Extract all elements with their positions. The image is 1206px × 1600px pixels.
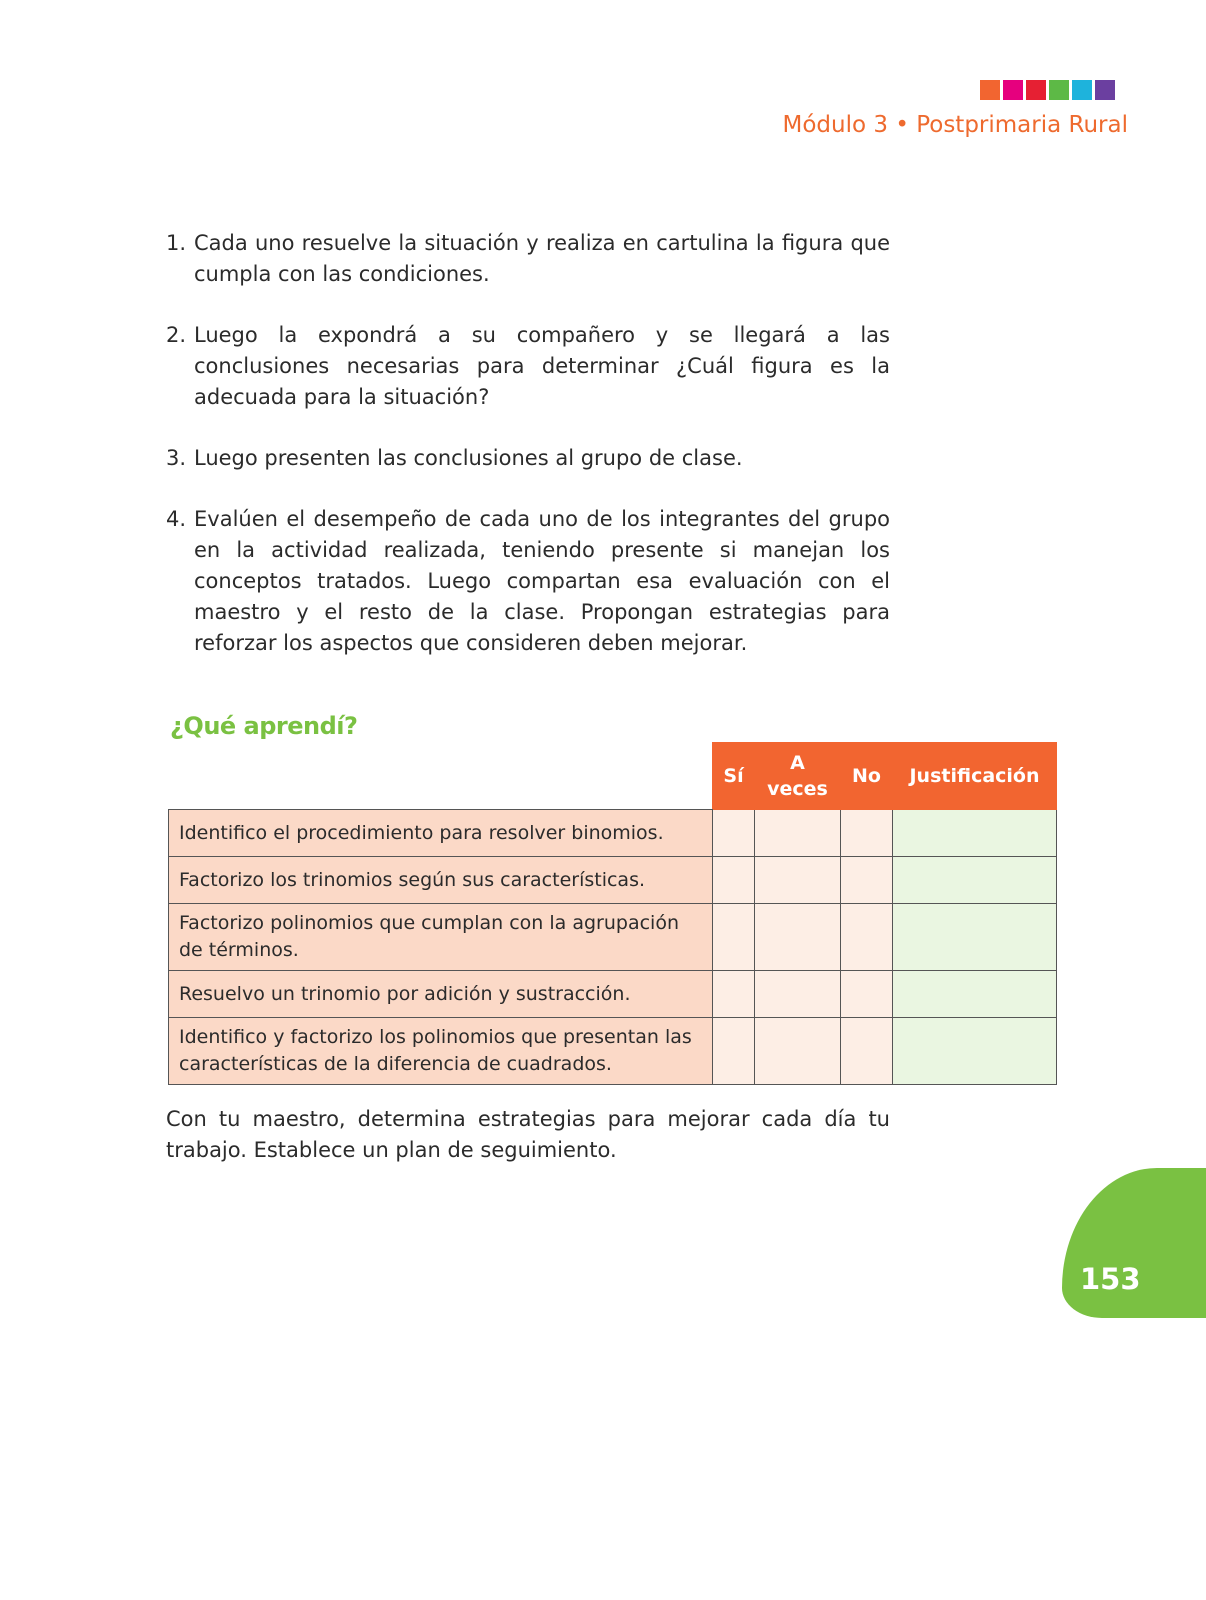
- si-cell[interactable]: [713, 971, 755, 1018]
- criterion-cell: Factorizo polinomios que cumplan con la agrupación de términos.: [169, 904, 713, 971]
- step-number: 3.: [166, 446, 187, 470]
- justificacion-cell[interactable]: [893, 810, 1057, 857]
- table-row: [169, 904, 1057, 971]
- color-square-purple: [1095, 80, 1115, 100]
- module-label: Módulo 3: [782, 112, 888, 138]
- closing-paragraph: Con tu maestro, determina estrategias para mejorar cada día tu trabajo. Establece un plan de seguimiento.: [166, 1107, 890, 1162]
- table-row: [169, 971, 1057, 1018]
- table-header-row: [169, 743, 1057, 810]
- step-item: [166, 228, 890, 290]
- header-a-veces: [755, 743, 841, 810]
- color-square-green: [1049, 80, 1069, 100]
- step-number: 1.: [166, 231, 187, 255]
- color-square-cyan: [1072, 80, 1092, 100]
- no-cell[interactable]: [841, 971, 893, 1018]
- criterion-cell: Factorizo los trinomios según sus características.: [169, 857, 713, 904]
- section-title: ¿Qué aprendí?: [170, 712, 358, 740]
- a-veces-cell[interactable]: [755, 1018, 841, 1085]
- table-row: [169, 857, 1057, 904]
- justificacion-cell[interactable]: [893, 1018, 1057, 1085]
- step-item: [166, 443, 890, 474]
- step-text: Luego la expondrá a su compañero y se llegará a las conclusiones necesarias para determinar ¿Cuál figura es la adecuada para la situación?: [194, 323, 890, 409]
- color-square-magenta: [1003, 80, 1023, 100]
- justificacion-cell[interactable]: [893, 971, 1057, 1018]
- no-cell[interactable]: [841, 904, 893, 971]
- no-cell[interactable]: [841, 857, 893, 904]
- step-item: [166, 504, 890, 659]
- header-separator: •: [895, 112, 909, 138]
- si-cell[interactable]: [713, 857, 755, 904]
- header-justificacion: Justificación: [893, 743, 1057, 810]
- program-label: Postprimaria Rural: [916, 112, 1128, 138]
- si-cell[interactable]: [713, 1018, 755, 1085]
- criterion-cell: Resuelvo un trinomio por adición y sustracción.: [169, 971, 713, 1018]
- step-text: Evalúen el desempeño de cada uno de los integrantes del grupo en la actividad realizada, teniendo presente si manejan los conceptos tratados. Luego compartan esa evaluación con el maestro y el resto de la clase. Propongan estrategias para reforzar los aspectos que consideren deben mejorar.: [194, 507, 890, 655]
- no-cell[interactable]: [841, 810, 893, 857]
- table-row: [169, 1018, 1057, 1085]
- page-number: 153: [1080, 1262, 1141, 1296]
- step-number: 2.: [166, 323, 187, 347]
- running-header: [783, 112, 1129, 138]
- activity-steps: [166, 228, 890, 689]
- a-veces-cell[interactable]: [755, 810, 841, 857]
- si-cell[interactable]: [713, 810, 755, 857]
- header-si: Sí: [713, 743, 755, 810]
- header-no: No: [841, 743, 893, 810]
- a-veces-cell[interactable]: [755, 971, 841, 1018]
- justificacion-cell[interactable]: [893, 857, 1057, 904]
- table-row: [169, 810, 1057, 857]
- header-a-veces-line1: A: [790, 752, 805, 774]
- step-text: Luego presenten las conclusiones al grupo de clase.: [194, 446, 743, 470]
- no-cell[interactable]: [841, 1018, 893, 1085]
- si-cell[interactable]: [713, 904, 755, 971]
- justificacion-cell[interactable]: [893, 904, 1057, 971]
- step-item: [166, 320, 890, 413]
- step-text: Cada uno resuelve la situación y realiza en cartulina la figura que cumpla con las condiciones.: [194, 231, 890, 286]
- color-square-red: [1026, 80, 1046, 100]
- step-number: 4.: [166, 507, 187, 531]
- criterion-cell: Identifico el procedimiento para resolver binomios.: [169, 810, 713, 857]
- a-veces-cell[interactable]: [755, 904, 841, 971]
- header-a-veces-line2: veces: [767, 778, 828, 800]
- criterion-cell: Identifico y factorizo los polinomios que presentan las características de la diferencia de cuadrados.: [169, 1018, 713, 1085]
- self-evaluation-table: [168, 742, 1057, 1085]
- color-square-orange: [980, 80, 1000, 100]
- header-color-strip: [980, 80, 1115, 100]
- a-veces-cell[interactable]: [755, 857, 841, 904]
- header-blank-cell: [169, 743, 713, 810]
